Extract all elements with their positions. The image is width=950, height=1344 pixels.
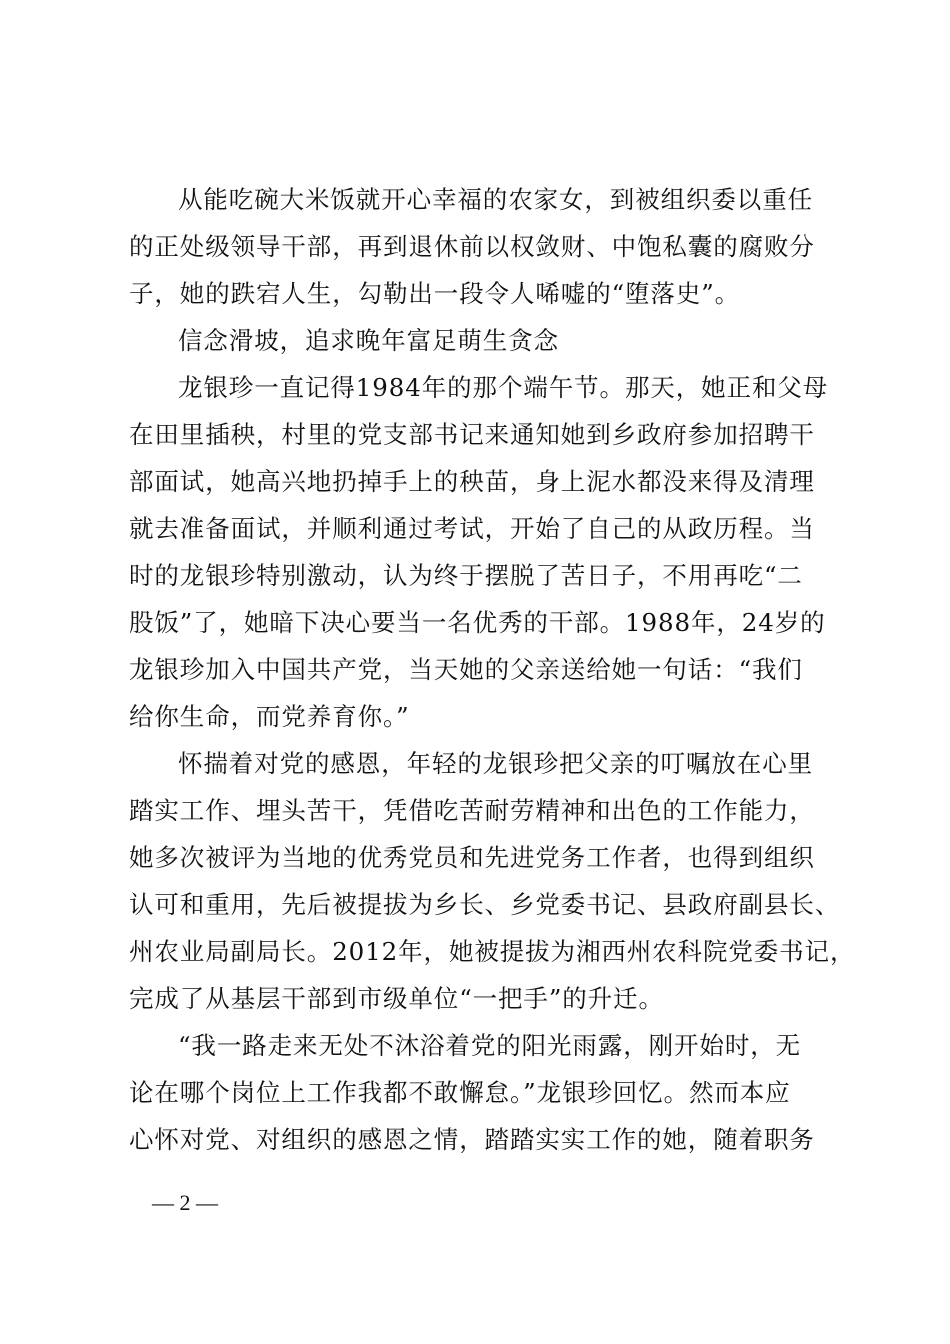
text-line: 完成了从基层干部到市级单位“一把手”的升迁。 xyxy=(129,984,664,1013)
text-line: “我一路走来无处不沐浴着党的阳光雨露，刚开始时，无 xyxy=(178,1031,802,1060)
text-line: 时的龙银珍特别激动，认为终于摆脱了苦日子，不用再吃“二 xyxy=(129,561,803,590)
text-line: 龙银珍加入中国共产党，当天她的父亲送给她一句话：“我们 xyxy=(129,655,803,684)
text-line: 怀揣着对党的感恩，年轻的龙银珍把父亲的叮嘱放在心里 xyxy=(178,749,813,778)
text-line: 踏实工作、埋头苦干，凭借吃苦耐劳精神和出色的工作能力， xyxy=(129,796,815,825)
text-line: 龙银珍一直记得1984年的那个端午节。那天，她正和父母 xyxy=(178,373,829,402)
text-line: 她多次被评为当地的优秀党员和先进党务工作者，也得到组织 xyxy=(129,843,815,872)
section-heading: 信念滑坡，追求晚年富足萌生贪念 xyxy=(178,326,559,355)
text-line: 子，她的跌宕人生，勾勒出一段令人唏嘘的“堕落史”。 xyxy=(129,279,741,308)
text-line: 就去准备面试，并顺利通过考试，开始了自己的从政历程。当 xyxy=(129,514,815,543)
text-line: 认可和重用，先后被提拔为乡长、乡党委书记、县政府副县长、 xyxy=(129,890,841,919)
text-line: 给你生命，而党养育你。” xyxy=(129,702,410,731)
text-line: 论在哪个岗位上工作我都不敢懈怠。”龙银珍回忆。然而本应 xyxy=(129,1078,791,1107)
text-line: 心怀对党、对组织的感恩之情，踏踏实实工作的她，随着职务 xyxy=(129,1125,815,1154)
text-line: 股饭”了，她暗下决心要当一名优秀的干部。1988年，24岁的 xyxy=(129,608,826,637)
text-line: 从能吃碗大米饭就开心幸福的农家女，到被组织委以重任 xyxy=(178,185,813,214)
text-line: 的正处级领导干部，再到退休前以权敛财、中饱私囊的腐败分 xyxy=(129,232,815,261)
text-line: 州农业局副局长。2012年，她被提拔为湘西州农科院党委书记， xyxy=(129,937,856,966)
text-line: 在田里插秧，村里的党支部书记来通知她到乡政府参加招聘干 xyxy=(129,420,815,449)
text-line: 部面试，她高兴地扔掉手上的秧苗，身上泥水都没来得及清理 xyxy=(129,467,815,496)
page-number: — 2 — xyxy=(152,1190,218,1215)
